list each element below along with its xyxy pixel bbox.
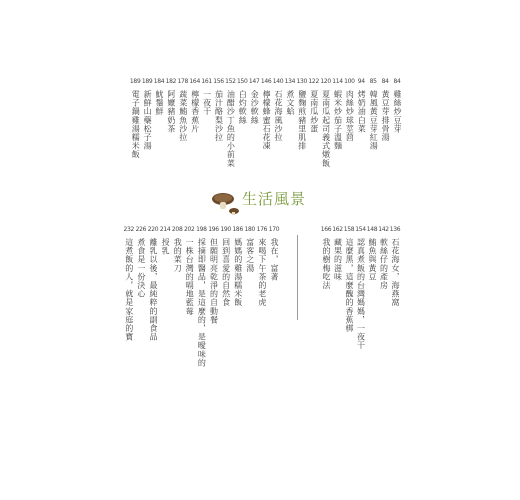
column-divider [297,235,298,320]
toc-page-number: 220 [147,226,159,233]
toc-page-number: 136 [389,226,401,233]
toc-page-number: 122 [308,78,319,85]
toc-page-number: 184 [153,78,165,85]
toc-entry-title[interactable]: 煮文蛤 [285,90,295,116]
mushroom-icon [210,190,240,216]
toc-page-number: 214 [159,226,171,233]
toc-page-number: 142 [378,226,389,233]
toc-page-number: 232 [123,226,135,233]
toc-entry-title[interactable]: 金沙軟絲 [250,90,260,125]
toc-entry-title[interactable]: 我的樹梅吃法 [322,238,331,290]
toc-entry-title[interactable]: 媽媽的雞湯糯米飯 [233,238,243,307]
toc-entry-title[interactable]: 鮪魚與黃豆 [368,238,377,281]
toc-page-number: 84 [393,78,401,85]
toc-page-number: 190 [220,226,231,233]
toc-page-number: 156 [213,78,224,85]
toc-page-number: 148 [366,226,378,233]
toc-page-number: 164 [189,78,200,85]
toc-entry-title[interactable]: 鹽麴煎豬里肌排 [297,90,307,151]
toc-page-number: 170 [268,226,280,233]
toc-page-number: 226 [135,226,147,233]
toc-entry-title[interactable]: 魷鬚鮮 [155,90,164,116]
toc-page-number: 186 [232,226,243,233]
toc-page-number: 158 [343,226,355,233]
toc-page-number: 85 [369,78,377,85]
toc-entry-title[interactable]: 煮食是一份決心 [136,238,146,299]
toc-entry-title[interactable]: 雞絲炒豆芽 [393,90,402,133]
toc-page-number: 100 [344,78,355,85]
toc-page-number: 162 [332,226,343,233]
toc-entry-title[interactable]: 軟絲仔的產房 [379,238,389,290]
section-title: 生活風景 [242,190,307,208]
toc-entry-title[interactable]: 我在，富著 [270,238,279,281]
toc-page-number: 178 [177,78,189,85]
toc-entry-title[interactable]: 新鮮山藥松子湯 [143,90,153,151]
toc-entry-title[interactable]: 蔬菜鮪魚沙拉 [178,90,188,142]
toc-entry-title[interactable]: 韓風黃豆芽紅湯 [369,90,379,151]
toc-entry-title[interactable]: 檸檬香蕉片 [190,90,200,133]
toc-page-number: 140 [272,78,284,85]
toc-page-number: 189 [129,78,141,85]
toc-entry-title[interactable]: 黃豆芽排骨湯 [381,90,391,142]
toc-entry-title[interactable]: 富客之湯 [245,238,255,273]
toc-entry-title[interactable]: 離乳以後，最純粹的副食品 [149,238,158,342]
toc-entry-title[interactable]: 但願明亮乾淨的自動餐 [209,238,219,324]
toc-page-number: 180 [244,226,256,233]
toc-page-number: 161 [201,78,212,85]
toc-page-number: 134 [284,78,296,85]
toc-entry-title[interactable]: 肉絲炒球莖茴 [345,90,355,142]
toc-page-number: 130 [296,78,308,85]
toc-entry-title[interactable]: 石花海風沙拉 [274,90,283,142]
toc-entry-title[interactable]: 阿嬤豬奶茶 [166,90,176,133]
toc-page-number: 189 [141,78,153,85]
toc-page-number: 150 [237,78,248,85]
toc-entry-title[interactable]: 一株台灣的嗝地藍莓 [185,238,195,316]
toc-page-number: 114 [332,78,343,85]
toc-page-number: 94 [357,78,365,85]
toc-entry-title[interactable]: 烤奶油白菜 [357,90,367,133]
toc-entry-title[interactable]: 這煮飯的人，就是家庭的寶 [124,238,134,342]
toc-entry-title[interactable]: 授乳 [161,238,171,256]
toc-entry-title[interactable]: 認真煮飯的台灣媽媽，一夜干 [356,238,366,350]
toc-page-number: 120 [320,78,331,85]
toc-entry-title[interactable]: 檸檬蜂蜜石花凍 [262,90,272,151]
toc-entry-title[interactable]: 採摘即醫品，是這麼的，是曖味的 [197,238,207,367]
toc-page-number: 146 [260,78,272,85]
toc-page-number: 176 [256,226,268,233]
toc-page-number: 208 [171,226,183,233]
toc-page-number: 182 [165,78,177,85]
toc-page-number: 154 [355,226,366,233]
toc-page-number: 202 [184,226,195,233]
toc-page-number: 147 [248,78,260,85]
toc-entry-title[interactable]: 油醋沙丁魚的小前菜 [226,90,236,168]
toc-entry-title[interactable]: 一夜干 [202,90,212,116]
toc-entry-title[interactable]: 夏南瓜起司義式燉飯 [321,90,331,168]
toc-entry-title[interactable]: 我的菜刀 [173,238,183,273]
toc-entry-title[interactable]: 回到喜愛的自然食 [221,238,231,307]
toc-page-number: 198 [196,226,207,233]
toc-page-number: 84 [381,78,389,85]
toc-entry-title[interactable]: 藏果的滋味 [333,238,343,281]
toc-entry-title[interactable]: 這麼黑，這麼醜的香蕉梆 [345,238,354,333]
toc-entry-title[interactable]: 白灼軟絲 [238,90,248,125]
toc-entry-title[interactable]: 茄汁酪梨沙拉 [214,90,224,142]
toc-entry-title[interactable]: 夏南瓜炒蛋 [309,90,319,133]
toc-entry-title[interactable]: 石花海女，海燕窩 [391,238,400,307]
toc-entry-title[interactable]: 電子鍋雞湯糯米飯 [131,90,141,159]
toc-entry-title[interactable]: 來喝下午茶的老虎 [257,238,267,307]
toc-page-number: 196 [208,226,219,233]
toc-page-number: 166 [320,226,332,233]
toc-entry-title[interactable]: 蝦米炒茄子溫麵 [333,90,343,151]
toc-page-number: 152 [225,78,236,85]
